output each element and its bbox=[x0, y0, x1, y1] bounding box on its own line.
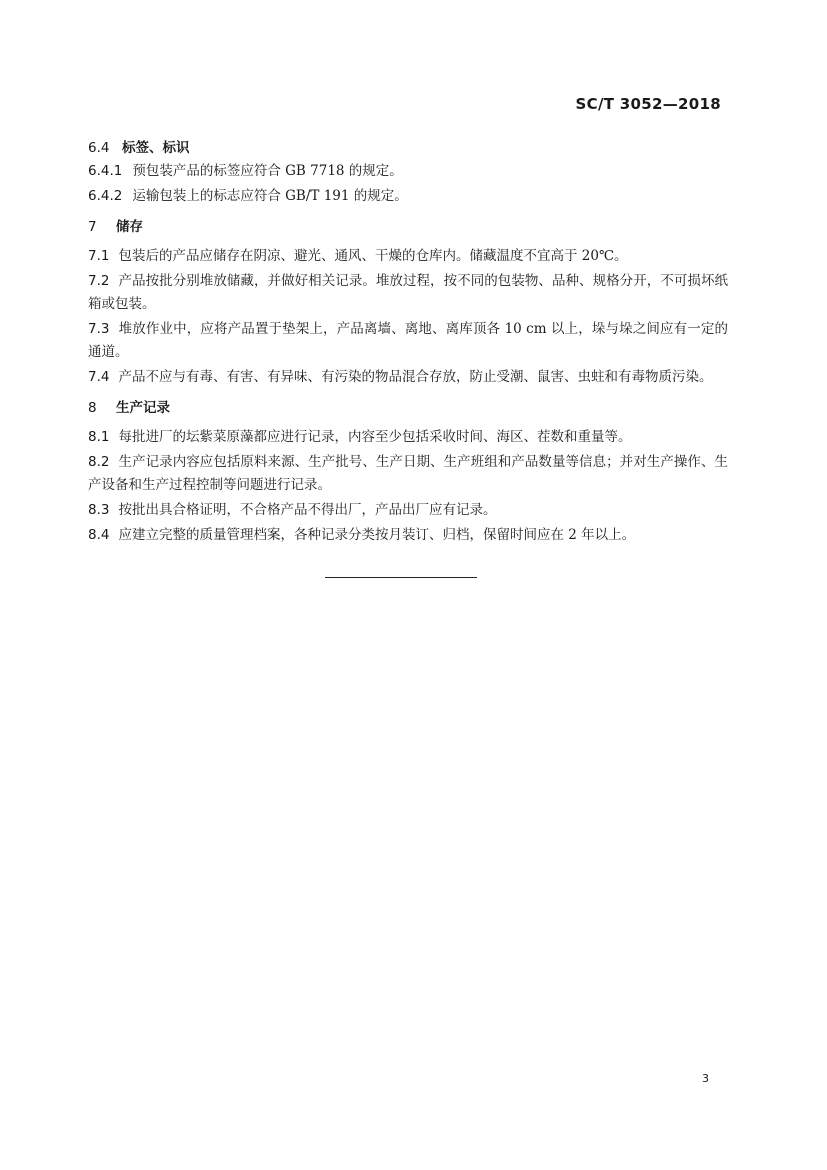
clause-7-3 bbox=[88, 318, 728, 364]
clause-text: 按批出具合格证明，不合格产品不得出厂，产品出厂应有记录。 bbox=[118, 502, 497, 518]
clause-7-4 bbox=[88, 366, 728, 389]
clause-number: 8.3 bbox=[88, 502, 110, 518]
section-title: 储存 bbox=[116, 219, 143, 235]
page-number: 3 bbox=[702, 1072, 709, 1085]
clause-8-2 bbox=[88, 451, 728, 497]
clause-text: 应建立完整的质量管理档案，各种记录分类按月装订、归档，保留时间应在 2 年以上。 bbox=[118, 527, 636, 543]
section-heading-6-4 bbox=[88, 137, 728, 160]
end-of-document-rule bbox=[325, 577, 477, 578]
clause-number: 8.1 bbox=[88, 429, 110, 445]
clause-8-4 bbox=[88, 524, 728, 547]
standard-code: SC/T 3052—2018 bbox=[575, 95, 721, 113]
clause-7-1 bbox=[88, 245, 728, 268]
clause-number: 8.4 bbox=[88, 527, 110, 543]
clause-6-4-1 bbox=[88, 160, 728, 183]
section-heading-7 bbox=[88, 216, 728, 239]
clause-text: 产品不应与有毒、有害、有异味、有污染的物品混合存放，防止受潮、鼠害、虫蛀和有毒物质污染。 bbox=[118, 369, 713, 385]
clause-6-4-2 bbox=[88, 185, 728, 208]
clause-text: 堆放作业中，应将产品置于垫架上，产品离墙、离地、离库顶各 10 cm 以上，垛与垛之间应有一定的通道。 bbox=[88, 321, 728, 360]
clause-7-2 bbox=[88, 270, 728, 316]
clause-number: 7.1 bbox=[88, 248, 110, 264]
clause-text: 产品按批分别堆放储藏，并做好相关记录。堆放过程，按不同的包装物、品种、规格分开，不可损坏纸箱或包装。 bbox=[88, 273, 728, 312]
clause-number: 6.4.2 bbox=[88, 188, 123, 204]
section-number: 8 bbox=[88, 400, 97, 416]
section-number: 6.4 bbox=[88, 140, 110, 156]
clause-number: 7.3 bbox=[88, 321, 110, 337]
clause-number: 8.2 bbox=[88, 454, 110, 470]
clause-text: 每批进厂的坛紫菜原藻都应进行记录，内容至少包括采收时间、海区、茬数和重量等。 bbox=[118, 429, 632, 445]
section-number: 7 bbox=[88, 219, 97, 235]
document-body bbox=[88, 137, 728, 549]
section-heading-8 bbox=[88, 397, 728, 420]
clause-8-3 bbox=[88, 499, 728, 522]
clause-text: 生产记录内容应包括原料来源、生产批号、生产日期、生产班组和产品数量等信息；并对生产操作、生产设备和生产过程控制等问题进行记录。 bbox=[88, 454, 728, 493]
section-title: 标签、标识 bbox=[122, 140, 190, 156]
clause-text: 运输包装上的标志应符合 GB/T 191 的规定。 bbox=[132, 188, 408, 204]
section-title: 生产记录 bbox=[116, 400, 170, 416]
clause-number: 7.4 bbox=[88, 369, 110, 385]
clause-number: 7.2 bbox=[88, 273, 110, 289]
clause-text: 预包装产品的标签应符合 GB 7718 的规定。 bbox=[132, 163, 403, 179]
clause-number: 6.4.1 bbox=[88, 163, 123, 179]
clause-8-1 bbox=[88, 426, 728, 449]
clause-text: 包装后的产品应储存在阴凉、避光、通风、干燥的仓库内。储藏温度不宜高于 20℃。 bbox=[118, 248, 628, 264]
